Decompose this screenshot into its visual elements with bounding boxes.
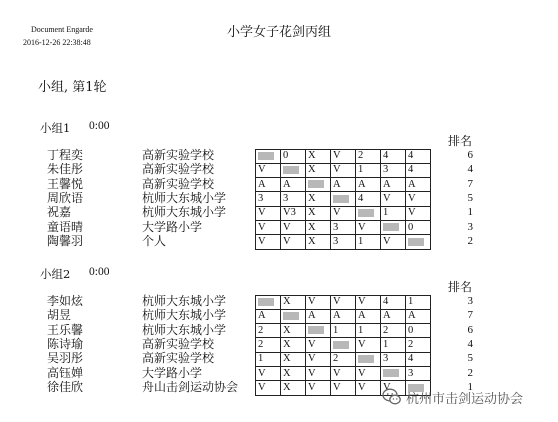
- bout-result-cell: A: [256, 178, 281, 192]
- bout-result-cell: X: [281, 381, 306, 395]
- fencer-club: 高新实验学校: [142, 162, 215, 177]
- result-row: [256, 163, 431, 177]
- fencer-name: 王馨悦: [47, 176, 84, 191]
- rank-heading: 排名: [448, 280, 473, 294]
- fencer-rank: 5: [467, 352, 473, 365]
- fencer-name: 王乐馨: [47, 322, 84, 337]
- bout-result-cell: 3: [281, 192, 306, 206]
- bout-result-cell: A: [281, 178, 306, 192]
- self-bout-cell: [331, 192, 356, 206]
- bout-result-cell: V: [331, 381, 356, 395]
- bout-result-cell: A: [306, 309, 331, 323]
- fencer-rank: 1: [467, 206, 473, 219]
- pool-time: 0:00: [89, 266, 110, 278]
- bout-result-cell: 1: [356, 163, 381, 177]
- bout-result-cell: V: [356, 295, 381, 309]
- bout-result-cell: X: [281, 338, 306, 352]
- document-title: 小学女子花剑丙组: [226, 25, 331, 40]
- fencer-rank: 3: [467, 220, 473, 233]
- self-bout-cell: [381, 366, 406, 380]
- fencer-club: 高新实验学校: [142, 176, 215, 191]
- fencer-name: 祝嘉: [47, 205, 72, 220]
- bout-result-cell: 1: [381, 206, 406, 220]
- bout-result-cell: X: [281, 352, 306, 366]
- self-bout-cell: [331, 338, 356, 352]
- bout-result-cell: 1: [356, 324, 381, 338]
- bout-result-cell: 1: [381, 338, 406, 352]
- fencer-rank: 7: [467, 309, 473, 322]
- bout-result-cell: 4: [381, 149, 406, 163]
- bout-result-cell: 4: [406, 163, 431, 177]
- shaded-marker: [358, 355, 374, 363]
- shaded-marker: [333, 341, 349, 349]
- wechat-icon: [382, 387, 402, 407]
- fencer-rank: 5: [467, 191, 473, 204]
- bout-result-cell: X: [306, 235, 331, 249]
- bout-result-cell: 4: [381, 295, 406, 309]
- document-source: Document Engarde: [31, 25, 93, 34]
- fencer-club: 杭师大东城小学: [142, 190, 227, 205]
- bout-result-cell: V3: [281, 206, 306, 220]
- bout-result-cell: 2: [356, 149, 381, 163]
- fencer-rank: 4: [467, 163, 473, 176]
- result-row: [256, 220, 431, 234]
- pool-grid: [255, 295, 431, 396]
- bout-result-cell: V: [256, 235, 281, 249]
- watermark-text: 杭州市击剑运动协会: [406, 391, 524, 407]
- bout-result-cell: A: [406, 309, 431, 323]
- fencer-rank: 2: [467, 234, 473, 247]
- bout-result-cell: 1: [331, 324, 356, 338]
- bout-result-cell: 0: [406, 220, 431, 234]
- fencer-name: 吴羽彤: [47, 351, 84, 366]
- self-bout-cell: [281, 163, 306, 177]
- bout-result-cell: 3: [256, 192, 281, 206]
- bout-result-cell: A: [356, 178, 381, 192]
- fencer-club: 杭师大东城小学: [142, 322, 227, 337]
- result-row: [256, 338, 431, 352]
- bout-result-cell: X: [306, 149, 331, 163]
- bout-result-cell: V: [381, 235, 406, 249]
- fencer-name: 陶馨羽: [47, 233, 84, 248]
- self-bout-cell: [381, 220, 406, 234]
- bout-result-cell: V: [406, 206, 431, 220]
- pool-label: 小组2: [40, 267, 71, 281]
- bout-result-cell: A: [406, 178, 431, 192]
- bout-result-cell: V: [331, 295, 356, 309]
- fencer-club: 舟山击剑运动协会: [142, 379, 239, 394]
- fencer-name: 徐佳欣: [47, 379, 84, 394]
- self-bout-cell: [356, 352, 381, 366]
- fencer-rank: 7: [467, 177, 473, 190]
- fencer-rank: 4: [467, 337, 473, 350]
- document-timestamp: 2016-12-26 22:38:48: [23, 38, 91, 47]
- bout-result-cell: 3: [381, 163, 406, 177]
- bout-result-cell: V: [356, 366, 381, 380]
- bout-result-cell: V: [256, 381, 281, 395]
- bout-result-cell: A: [331, 309, 356, 323]
- bout-result-cell: 1: [356, 235, 381, 249]
- bout-result-cell: 3: [331, 220, 356, 234]
- self-bout-cell: [256, 295, 281, 309]
- bout-result-cell: X: [306, 192, 331, 206]
- fencer-name: 李如炫: [47, 294, 84, 308]
- bout-result-cell: 3: [381, 352, 406, 366]
- bout-result-cell: V: [256, 163, 281, 177]
- result-row: [256, 352, 431, 366]
- bout-result-cell: 0: [281, 149, 306, 163]
- self-bout-cell: [406, 235, 431, 249]
- result-row: [256, 235, 431, 249]
- pool-grid: [255, 149, 431, 250]
- fencer-club: 杭师大东城小学: [142, 294, 227, 308]
- result-row: [256, 206, 431, 220]
- bout-result-cell: V: [281, 220, 306, 234]
- shaded-marker: [258, 298, 274, 306]
- bout-result-cell: V: [306, 352, 331, 366]
- rank-heading: 排名: [448, 134, 473, 148]
- fencer-name: 高钰婵: [47, 365, 84, 380]
- bout-result-cell: X: [306, 163, 331, 177]
- bout-result-cell: V: [281, 235, 306, 249]
- self-bout-cell: [356, 206, 381, 220]
- pool-time: 0:00: [89, 120, 110, 132]
- bout-result-cell: 1: [256, 352, 281, 366]
- bout-result-cell: V: [256, 206, 281, 220]
- bout-result-cell: V: [381, 192, 406, 206]
- bout-result-cell: 2: [406, 338, 431, 352]
- fencer-club: 大学路小学: [142, 219, 203, 234]
- bout-result-cell: X: [306, 206, 331, 220]
- bout-result-cell: 2: [256, 324, 281, 338]
- bout-result-cell: A: [381, 178, 406, 192]
- bout-result-cell: V: [306, 381, 331, 395]
- fencer-name: 朱佳彤: [47, 162, 84, 177]
- bout-result-cell: V: [356, 381, 381, 395]
- bout-result-cell: V: [331, 149, 356, 163]
- result-row: [256, 192, 431, 206]
- bout-result-cell: V: [331, 163, 356, 177]
- shaded-marker: [358, 209, 374, 217]
- watermark: [382, 383, 523, 411]
- bout-result-cell: 3: [331, 235, 356, 249]
- fencer-rank: 6: [467, 323, 473, 336]
- bout-result-cell: V: [306, 295, 331, 309]
- fencer-name: 陈诗瑜: [47, 336, 84, 351]
- bout-result-cell: V: [356, 338, 381, 352]
- shaded-marker: [308, 180, 324, 188]
- bout-result-cell: 2: [331, 352, 356, 366]
- bout-result-cell: X: [306, 220, 331, 234]
- fencer-club: 杭师大东城小学: [142, 205, 227, 220]
- fencer-club: 大学路小学: [142, 365, 203, 380]
- fencer-club: 高新实验学校: [142, 351, 215, 366]
- fencer-rank: 2: [467, 366, 473, 379]
- self-bout-cell: [281, 309, 306, 323]
- bout-result-cell: 3: [406, 366, 431, 380]
- result-row: [256, 366, 431, 380]
- shaded-marker: [258, 152, 274, 160]
- shaded-marker: [283, 166, 299, 174]
- self-bout-cell: [306, 324, 331, 338]
- bout-result-cell: V: [331, 206, 356, 220]
- bout-result-cell: V: [306, 366, 331, 380]
- bout-result-cell: X: [281, 295, 306, 309]
- fencer-name: 周欣语: [47, 190, 84, 205]
- bout-result-cell: V: [256, 366, 281, 380]
- bout-result-cell: 4: [356, 192, 381, 206]
- bout-result-cell: 2: [381, 324, 406, 338]
- bout-result-cell: 0: [406, 324, 431, 338]
- fencer-name: 胡昱: [47, 308, 72, 323]
- bout-result-cell: X: [281, 324, 306, 338]
- fencer-club: 高新实验学校: [142, 148, 215, 162]
- shaded-marker: [283, 312, 299, 320]
- fencer-rank: 1: [467, 380, 473, 393]
- shaded-marker: [333, 195, 349, 203]
- result-row: [256, 295, 431, 309]
- bout-result-cell: 4: [406, 149, 431, 163]
- bout-result-cell: X: [281, 366, 306, 380]
- shaded-marker: [408, 238, 424, 246]
- fencer-rank: 3: [467, 295, 473, 307]
- fencer-club: 高新实验学校: [142, 336, 215, 351]
- bout-result-cell: V: [356, 220, 381, 234]
- bout-result-cell: V: [306, 338, 331, 352]
- bout-result-cell: V: [406, 192, 431, 206]
- shaded-marker: [308, 326, 324, 334]
- bout-result-cell: V: [331, 366, 356, 380]
- fencer-name: 童语晴: [47, 219, 84, 234]
- shaded-marker: [383, 223, 399, 231]
- fencer-club: 杭师大东城小学: [142, 308, 227, 323]
- bout-result-cell: 1: [406, 295, 431, 309]
- bout-result-cell: A: [331, 178, 356, 192]
- result-row: [256, 149, 431, 163]
- result-row: [256, 178, 431, 192]
- self-bout-cell: [256, 149, 281, 163]
- bout-result-cell: V: [256, 220, 281, 234]
- self-bout-cell: [306, 178, 331, 192]
- result-row: [256, 309, 431, 323]
- fencer-club: 个人: [142, 233, 167, 248]
- bout-result-cell: 4: [406, 352, 431, 366]
- result-row: [256, 324, 431, 338]
- pool-label: 小组1: [40, 121, 71, 135]
- bout-result-cell: 2: [256, 338, 281, 352]
- fencer-name: 丁程奕: [47, 148, 84, 162]
- round-heading: 小组, 第1轮: [38, 80, 107, 95]
- bout-result-cell: A: [356, 309, 381, 323]
- bout-result-cell: A: [381, 309, 406, 323]
- bout-result-cell: V: [381, 381, 406, 395]
- shaded-marker: [383, 369, 399, 377]
- fencer-rank: 6: [467, 149, 473, 161]
- bout-result-cell: A: [256, 309, 281, 323]
